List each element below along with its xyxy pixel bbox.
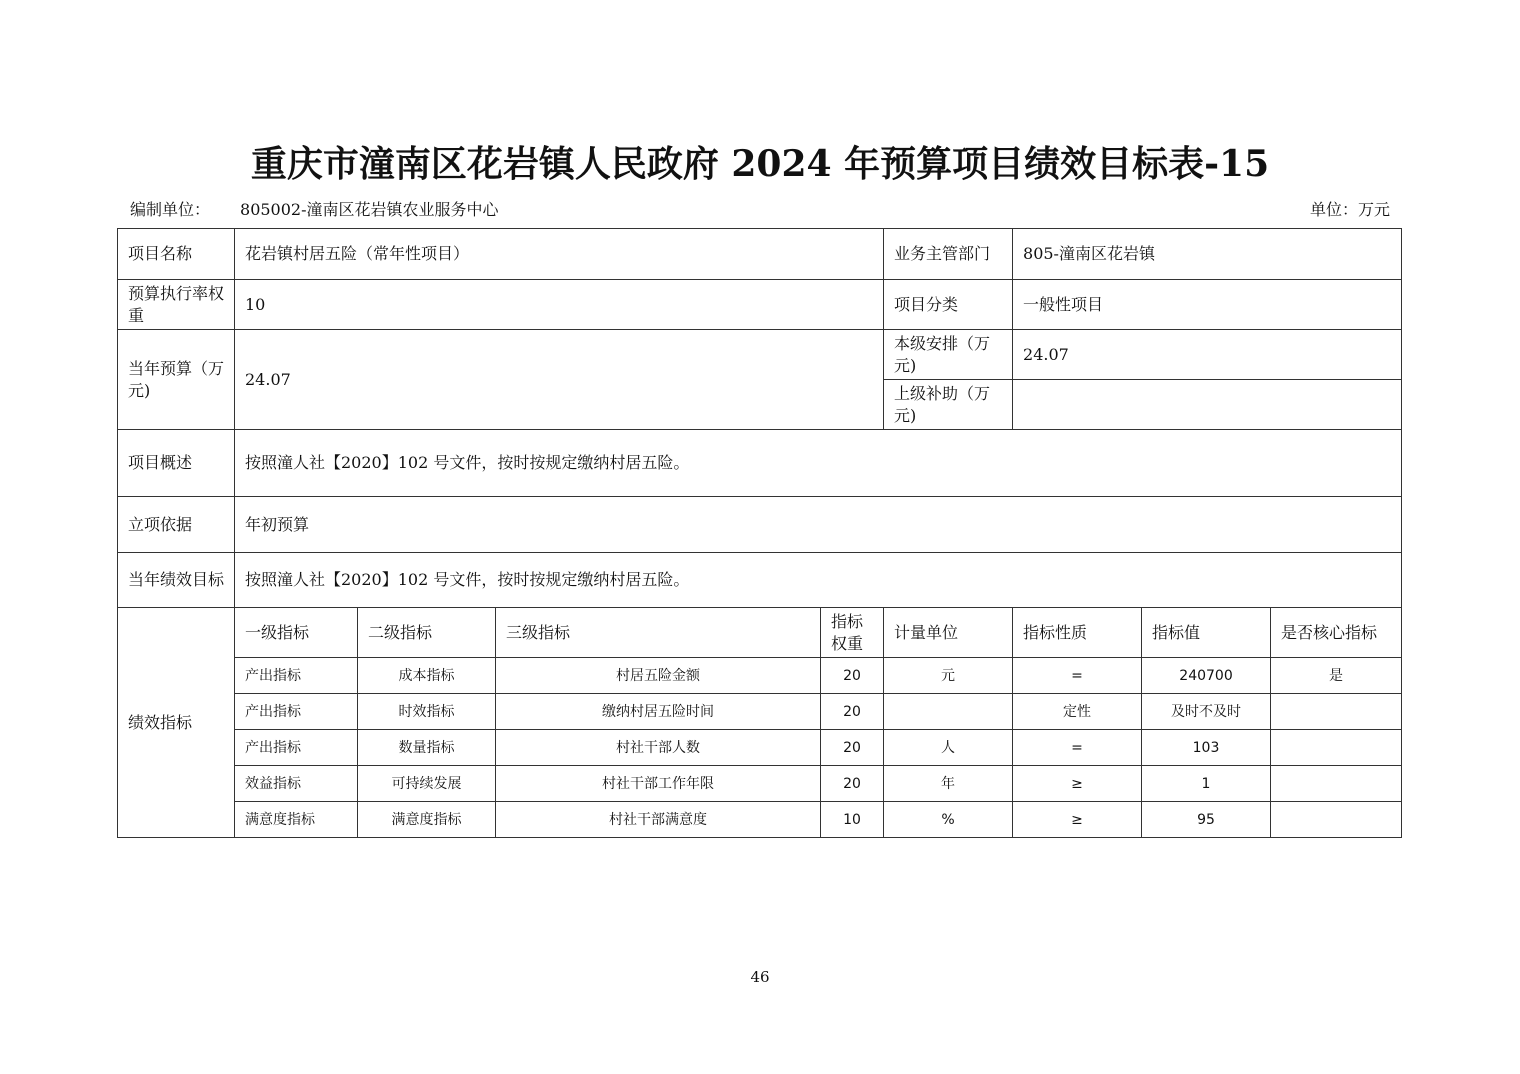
perf-cell: 成本指标 <box>358 658 496 694</box>
perf-cell: 是 <box>1271 658 1402 694</box>
goal-value: 按照潼人社【2020】102 号文件，按时按规定缴纳村居五险。 <box>235 553 1402 608</box>
perf-cell: 产出指标 <box>235 694 358 730</box>
perf-cell: 1 <box>1142 766 1271 802</box>
perf-cell: 村社干部工作年限 <box>496 766 821 802</box>
perf-header-cell: 指标性质 <box>1013 608 1142 658</box>
perf-cell: 103 <box>1142 730 1271 766</box>
perf-cell: 缴纳村居五险时间 <box>496 694 821 730</box>
org-value: 805002-潼南区花岩镇农业服务中心 <box>240 200 499 219</box>
perf-cell <box>1271 802 1402 838</box>
local-label: 本级安排（万元) <box>884 330 1013 380</box>
basis-value: 年初预算 <box>235 497 1402 553</box>
perf-cell: 20 <box>821 658 884 694</box>
perf-cell: 定性 <box>1013 694 1142 730</box>
perf-header-cell: 三级指标 <box>496 608 821 658</box>
budget-label: 当年预算（万元) <box>118 330 235 430</box>
perf-cell: 10 <box>821 802 884 838</box>
perf-cell: 满意度指标 <box>358 802 496 838</box>
org-label: 编制单位： <box>130 200 211 219</box>
perf-header-cell: 计量单位 <box>884 608 1013 658</box>
perf-cell: 20 <box>821 766 884 802</box>
perf-header-cell: 是否核心指标 <box>1271 608 1402 658</box>
summary-label: 项目概述 <box>118 430 235 497</box>
unit-label: 单位：万元 <box>1309 200 1390 219</box>
perf-header-cell: 二级指标 <box>358 608 496 658</box>
perf-cell: 及时不及时 <box>1142 694 1271 730</box>
perf-cell: 可持续发展 <box>358 766 496 802</box>
budget-value: 24.07 <box>235 330 884 430</box>
project-name-value: 花岩镇村居五险（常年性项目） <box>235 229 884 280</box>
perf-cell: 满意度指标 <box>235 802 358 838</box>
basis-label: 立项依据 <box>118 497 235 553</box>
exec-weight-value: 10 <box>235 280 884 330</box>
perf-cell: % <box>884 802 1013 838</box>
table-row <box>118 658 1402 694</box>
goal-label: 当年绩效目标 <box>118 553 235 608</box>
upper-value <box>1013 380 1402 430</box>
perf-label: 绩效指标 <box>118 608 235 838</box>
perf-cell: 产出指标 <box>235 658 358 694</box>
category-label: 项目分类 <box>884 280 1013 330</box>
table-row <box>118 766 1402 802</box>
perf-cell: 240700 <box>1142 658 1271 694</box>
summary-value: 按照潼人社【2020】102 号文件，按时按规定缴纳村居五险。 <box>235 430 1402 497</box>
perf-cell: 20 <box>821 694 884 730</box>
perf-cell <box>1271 730 1402 766</box>
perf-cell: 元 <box>884 658 1013 694</box>
perf-cell: 20 <box>821 730 884 766</box>
table-row <box>118 730 1402 766</box>
perf-cell: 村社干部人数 <box>496 730 821 766</box>
dept-label: 业务主管部门 <box>884 229 1013 280</box>
perf-cell: 数量指标 <box>358 730 496 766</box>
perf-cell: 村社干部满意度 <box>496 802 821 838</box>
perf-header-cell: 一级指标 <box>235 608 358 658</box>
perf-cell: 产出指标 <box>235 730 358 766</box>
dept-value: 805-潼南区花岩镇 <box>1013 229 1402 280</box>
upper-label: 上级补助（万元) <box>884 380 1013 430</box>
org-line <box>130 197 499 220</box>
perf-cell <box>1271 694 1402 730</box>
local-value: 24.07 <box>1013 330 1402 380</box>
page-title: 重庆市潼南区花岩镇人民政府 2024 年预算项目绩效目标表-15 <box>250 143 1270 185</box>
perf-cell <box>884 694 1013 730</box>
perf-cell: 村居五险金额 <box>496 658 821 694</box>
perf-cell: = <box>1013 730 1142 766</box>
perf-cell: ≥ <box>1013 766 1142 802</box>
category-value: 一般性项目 <box>1013 280 1402 330</box>
exec-weight-label: 预算执行率权重 <box>118 280 235 330</box>
page-number: 46 <box>750 968 770 986</box>
table-row <box>118 802 1402 838</box>
perf-cell: 年 <box>884 766 1013 802</box>
perf-cell: 时效指标 <box>358 694 496 730</box>
perf-cell: 95 <box>1142 802 1271 838</box>
perf-cell: 人 <box>884 730 1013 766</box>
perf-cell <box>1271 766 1402 802</box>
perf-cell: 效益指标 <box>235 766 358 802</box>
perf-cell: = <box>1013 658 1142 694</box>
table-row <box>118 694 1402 730</box>
perf-cell: ≥ <box>1013 802 1142 838</box>
perf-header-cell: 指标权重 <box>821 608 884 658</box>
performance-table <box>117 228 1402 838</box>
perf-header-cell: 指标值 <box>1142 608 1271 658</box>
project-name-label: 项目名称 <box>118 229 235 280</box>
